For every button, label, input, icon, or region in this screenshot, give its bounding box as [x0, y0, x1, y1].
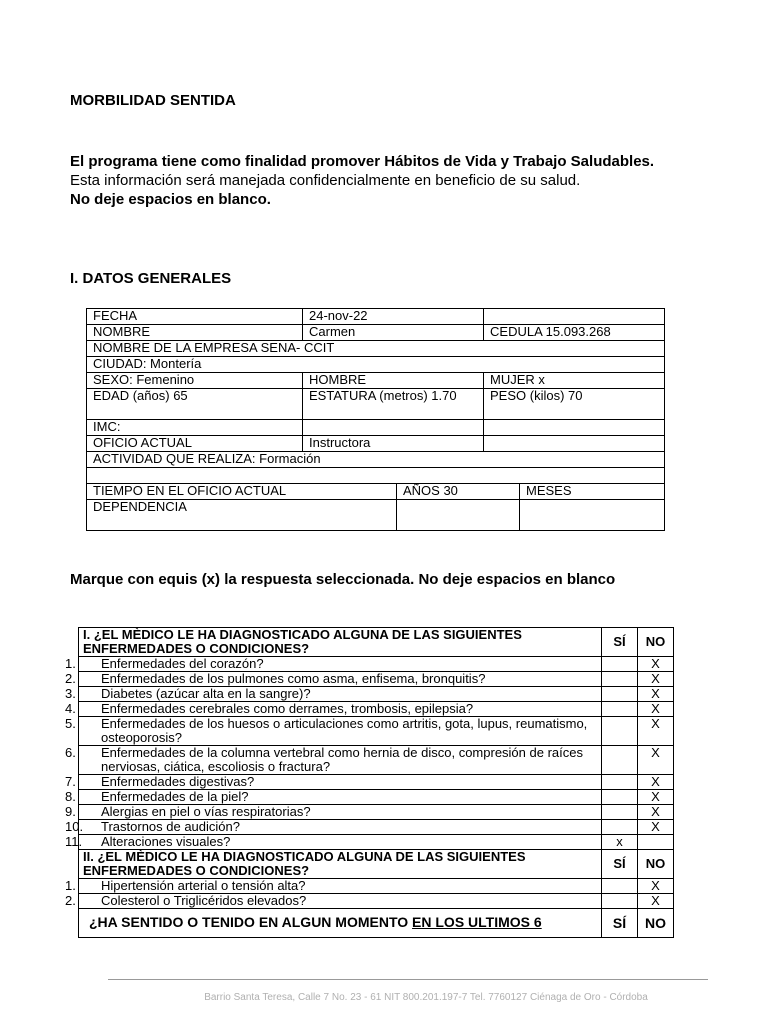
row-dependencia	[87, 500, 665, 531]
question-text-cell	[65, 656, 602, 672]
fecha-label: FECHA	[87, 309, 303, 325]
nombre-value: Carmen	[303, 325, 484, 341]
q-section2-header: II. ¿EL MÈDICO LE HA DIAGNOSTICADO ALGUNA DE LAS SIGUIENTES ENFERMEDADES O CONDICIONES?	[79, 850, 602, 879]
answer-no-checkbox[interactable]: X	[638, 672, 674, 687]
last-question-text: ¿HA SENTIDO O TENIDO EN ALGUN MOMENTO	[89, 914, 413, 930]
peso-cell: PESO (kilos) 70	[484, 389, 665, 420]
question-text	[65, 804, 597, 819]
question-row	[79, 835, 674, 850]
question-label: Enfermedades de la piel?	[101, 789, 249, 804]
question-text-cell	[65, 878, 602, 894]
imc-extra	[484, 420, 665, 436]
oficio-extra	[484, 436, 665, 452]
answer-si-checkbox[interactable]	[602, 805, 638, 820]
question-number: 10.	[65, 819, 84, 834]
q-section2-items	[65, 878, 674, 909]
answer-si-checkbox[interactable]	[602, 717, 638, 746]
question-label: Enfermedades del corazón?	[101, 656, 264, 671]
q-section1-header: I. ¿EL MÈDICO LE HA DIAGNOSTICADO ALGUNA DE LAS SIGUIENTES ENFERMEDADES O CONDICIONES?	[79, 628, 602, 657]
q-section2-header-row	[79, 850, 674, 879]
fecha-extra	[484, 309, 665, 325]
no-header-2: NO	[638, 850, 674, 879]
question-row	[79, 657, 674, 672]
meses-cell: MESES	[520, 484, 665, 500]
question-row	[79, 805, 674, 820]
empresa-cell: NOMBRE DE LA EMPRESA SENA- CCIT	[87, 341, 665, 357]
answer-si-checkbox[interactable]	[602, 672, 638, 687]
si-header: SÍ	[602, 628, 638, 657]
row-ciudad	[87, 357, 665, 373]
answer-no-checkbox[interactable]: X	[638, 894, 674, 909]
hombre-cell: HOMBRE	[303, 373, 484, 389]
question-number: 2.	[65, 893, 76, 908]
estatura-cell: ESTATURA (metros) 1.70	[303, 389, 484, 420]
question-text-cell	[65, 774, 602, 790]
answer-si-checkbox[interactable]	[602, 775, 638, 790]
answer-si-checkbox[interactable]	[602, 702, 638, 717]
nombre-label: NOMBRE	[87, 325, 303, 341]
question-number: 5.	[65, 716, 76, 731]
question-label: Trastornos de audición?	[101, 819, 240, 834]
last-question-underlined: EN LOS ULTIMOS 6	[412, 914, 542, 930]
question-text	[65, 789, 597, 804]
question-number: 1.	[65, 878, 76, 893]
answer-no-checkbox[interactable]: X	[638, 879, 674, 894]
question-text-cell	[65, 745, 602, 775]
question-label: Enfermedades cerebrales como derrames, trombosis, epilepsia?	[101, 701, 474, 716]
dependencia-end	[520, 500, 665, 531]
imc-value	[303, 420, 484, 436]
question-number: 4.	[65, 701, 76, 716]
question-label: Alteraciones visuales?	[101, 834, 231, 849]
dependencia-mid	[397, 500, 520, 531]
sexo-cell: SEXO: Femenino	[87, 373, 303, 389]
question-number: 9.	[65, 804, 76, 819]
footer-address: Barrio Santa Teresa, Calle 7 No. 23 - 61 NIT 800.201.197-7 Tel. 7760127 Ciénaga de Oro - Córdoba	[204, 992, 648, 1003]
section-title-general-data: I. DATOS GENERALES	[70, 270, 232, 287]
cedula-cell: CEDULA 15.093.268	[484, 325, 665, 341]
q-section1-header-row	[79, 628, 674, 657]
question-text	[65, 701, 597, 716]
intro-line-1: El programa tiene como finalidad promover Hábitos de Vida y Trabajo Saludables.	[70, 153, 655, 170]
question-label: Alergias en piel o vías respiratorias?	[101, 804, 311, 819]
question-label: Diabetes (azúcar alta en la sangre)?	[101, 686, 311, 701]
question-row	[79, 790, 674, 805]
question-text-cell	[65, 834, 602, 850]
document-title: MORBILIDAD SENTIDA	[70, 92, 236, 109]
question-row	[79, 717, 674, 746]
question-row	[79, 820, 674, 835]
row-empresa	[87, 341, 665, 357]
answer-no-checkbox[interactable]: X	[638, 717, 674, 746]
question-label: Enfermedades de los pulmones como asma, enfisema, bronquitis?	[101, 671, 486, 686]
fecha-value: 24-nov-22	[303, 309, 484, 325]
answer-no-checkbox[interactable]: X	[638, 702, 674, 717]
oficio-label: OFICIO ACTUAL	[87, 436, 303, 452]
question-number: 7.	[65, 774, 76, 789]
ciudad-cell: CIUDAD: Montería	[87, 357, 665, 373]
answer-no-checkbox[interactable]: X	[638, 657, 674, 672]
question-label: Hipertensión arterial o tensión alta?	[101, 878, 306, 893]
answer-si-checkbox[interactable]	[602, 687, 638, 702]
question-number: 2.	[65, 671, 76, 686]
question-text	[65, 878, 597, 893]
row-blank	[87, 468, 665, 484]
question-text	[65, 656, 597, 671]
answer-no-checkbox[interactable]	[638, 835, 674, 850]
question-text-cell	[65, 716, 602, 746]
general-data-table	[86, 308, 665, 531]
mark-instruction: Marque con equis (x) la respuesta seleccionada. No deje espacios en blanco	[70, 571, 616, 588]
question-text-cell	[65, 671, 602, 687]
question-number: 11.	[65, 834, 83, 849]
question-label: Colesterol o Triglicéridos elevados?	[101, 893, 307, 908]
question-text-cell	[65, 804, 602, 820]
dependencia-label: DEPENDENCIA	[87, 500, 397, 531]
question-label: Enfermedades de la columna vertebral como hernia de disco, compresión de raíces nerviosas, ciática, escoliosis o fractura?	[101, 745, 583, 774]
last-question	[79, 909, 602, 938]
row-edad	[87, 389, 665, 420]
imc-cell: IMC:	[87, 420, 303, 436]
tiempo-label: TIEMPO EN EL OFICIO ACTUAL	[87, 484, 397, 500]
answer-no-checkbox[interactable]: X	[638, 687, 674, 702]
answer-si-checkbox[interactable]	[602, 879, 638, 894]
question-row	[79, 775, 674, 790]
actividad-cell: ACTIVIDAD QUE REALIZA: Formación	[87, 452, 665, 468]
mujer-cell: MUJER x	[484, 373, 665, 389]
row-imc	[87, 420, 665, 436]
question-text	[65, 716, 597, 745]
question-text	[65, 819, 597, 834]
intro-line-3: No deje espacios en blanco.	[70, 191, 271, 208]
intro-line-2: Esta información será manejada confidencialmente en beneficio de su salud.	[70, 172, 581, 189]
row-oficio	[87, 436, 665, 452]
no-header: NO	[638, 628, 674, 657]
answer-si-checkbox[interactable]: x	[602, 835, 638, 850]
footer-divider	[108, 979, 708, 980]
question-label: Enfermedades digestivas?	[101, 774, 255, 789]
questionnaire-table	[65, 627, 674, 938]
question-text-cell	[65, 686, 602, 702]
question-text-cell	[65, 819, 602, 835]
q-section1-items	[65, 656, 674, 850]
row-actividad	[87, 452, 665, 468]
question-number: 8.	[65, 789, 76, 804]
question-number: 3.	[65, 686, 76, 701]
answer-si-checkbox[interactable]	[602, 657, 638, 672]
anos-cell: AÑOS 30	[397, 484, 520, 500]
question-text-cell	[65, 701, 602, 717]
answer-no-checkbox[interactable]: X	[638, 820, 674, 835]
question-text	[65, 686, 597, 701]
question-text-cell	[65, 893, 602, 909]
edad-cell: EDAD (años) 65	[87, 389, 303, 420]
question-row	[79, 879, 674, 894]
question-row	[79, 702, 674, 717]
question-text	[65, 745, 597, 774]
question-text	[65, 893, 597, 908]
answer-si-checkbox[interactable]	[602, 790, 638, 805]
q-last-row	[79, 909, 674, 938]
answer-si-checkbox[interactable]	[602, 820, 638, 835]
si-header-2: SÍ	[602, 850, 638, 879]
question-text	[65, 671, 597, 686]
question-text	[65, 834, 597, 849]
answer-no-checkbox[interactable]: X	[638, 805, 674, 820]
answer-no-checkbox[interactable]: X	[638, 790, 674, 805]
question-label: Enfermedades de los huesos o articulaciones como artritis, gota, lupus, reumatismo, osteoporosis?	[101, 716, 588, 745]
question-number: 1.	[65, 656, 76, 671]
no-header-3: NO	[638, 909, 674, 938]
question-row	[79, 687, 674, 702]
question-text-cell	[65, 789, 602, 805]
question-row	[79, 894, 674, 909]
answer-no-checkbox[interactable]: X	[638, 746, 674, 775]
question-row	[79, 672, 674, 687]
blank-cell	[87, 468, 665, 484]
row-sexo	[87, 373, 665, 389]
answer-si-checkbox[interactable]	[602, 894, 638, 909]
question-text	[65, 774, 597, 789]
answer-no-checkbox[interactable]: X	[638, 775, 674, 790]
row-tiempo	[87, 484, 665, 500]
answer-si-checkbox[interactable]	[602, 746, 638, 775]
question-number: 6.	[65, 745, 76, 760]
si-header-3: SÍ	[602, 909, 638, 938]
question-row	[79, 746, 674, 775]
row-nombre	[87, 325, 665, 341]
intro-block	[70, 152, 678, 209]
row-fecha	[87, 309, 665, 325]
oficio-value: Instructora	[303, 436, 484, 452]
